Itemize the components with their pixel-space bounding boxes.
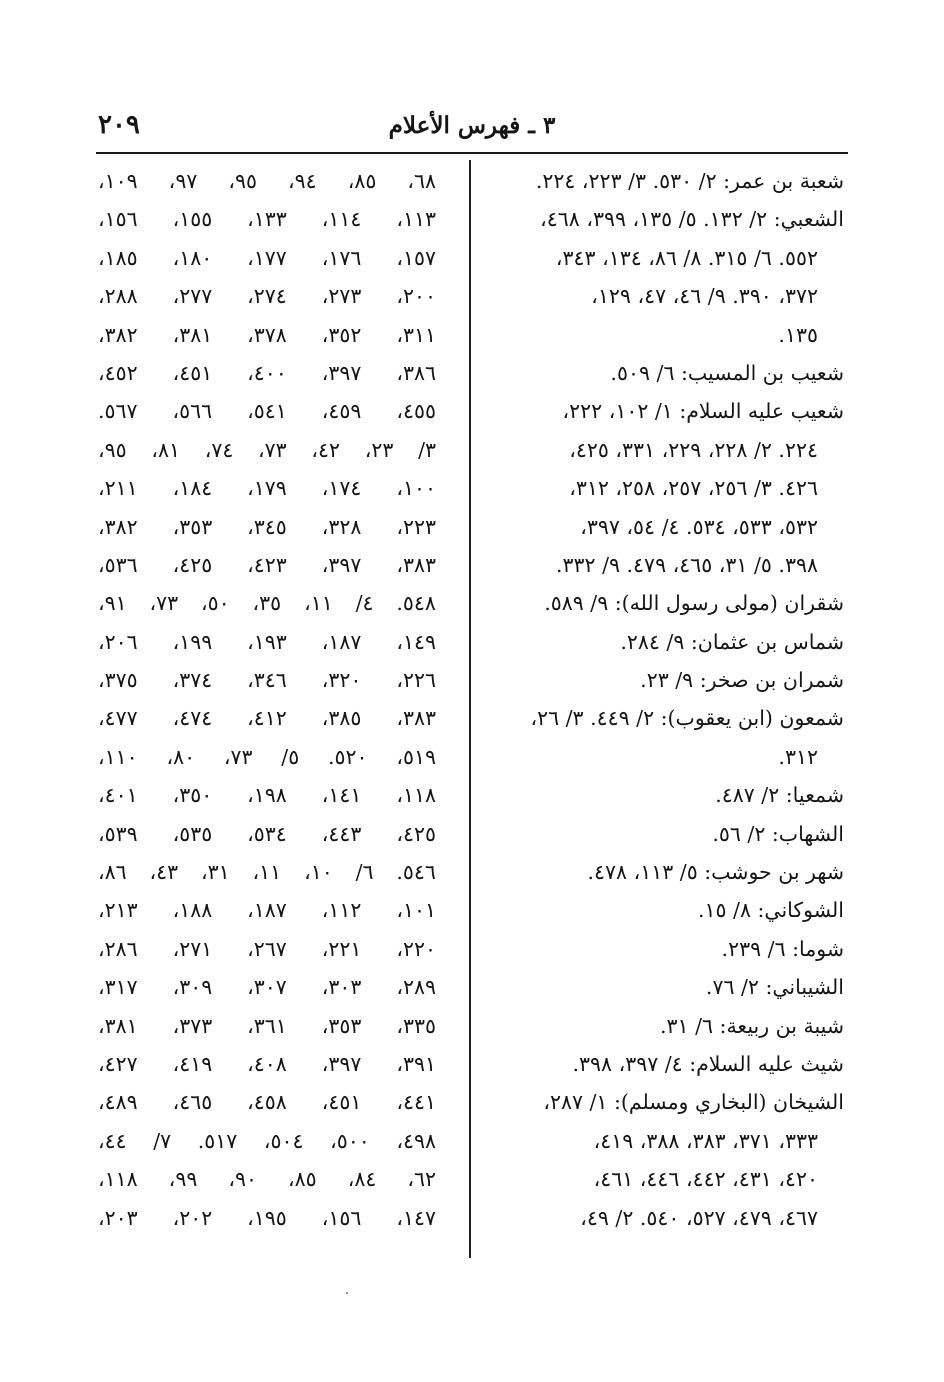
index-continuation-line: ٦٨، ٨٥، ٩٤، ٩٥، ٩٧، ١٠٩، [98, 169, 436, 193]
index-continuation-line: ٢٢٤. ٢/ ٢٢٨، ٢٢٩، ٣٣١، ٤٢٥، [569, 437, 818, 462]
index-entry: شمعون (ابن يعقوب): ٢/ ٤٤٩. ٣/ ٢٦، [530, 706, 844, 731]
index-entry: الشيباني: ٢/ ٧٦. [705, 975, 844, 1000]
index-continuation-line: ٣/ ٢٣، ٤٢، ٧٣، ٧٤، ٨١، ٩٥، [98, 437, 436, 462]
index-continuation-line: ٤٩٨، ٥٠٠، ٥٠٤، ٥١٧. ٧/ ٤٤، [98, 1128, 436, 1153]
index-entry: شقران (مولى رسول الله): ٩/ ٥٨٩. [544, 591, 844, 616]
index-continuation-line: ٣٨٣، ٣٨٥، ٤١٢، ٤٧٤، ٤٧٧، [98, 706, 436, 731]
index-entry: شمعيا: ٢/ ٤٨٧. [715, 783, 844, 808]
index-continuation-line: ٤٢٥، ٤٤٣، ٥٣٤، ٥٣٥، ٥٣٩، [98, 821, 436, 846]
index-column-left [98, 162, 436, 1237]
index-continuation-line: ٣٩٨. ٥/ ٣١، ٤٦٥، ٤٧٩. ٩/ ٣٣٢. [555, 552, 818, 577]
index-continuation-line: ٤٢٠، ٤٣١، ٤٤٢، ٤٤٦، ٤٦١، [593, 1167, 818, 1192]
index-continuation-line: ٢٠٠، ٢٧٣، ٢٧٤، ٢٧٧، ٢٨٨، [98, 284, 436, 309]
index-continuation-line: ٣٨٦، ٣٩٧، ٤٠٠، ٤٥١، ٤٥٢، [98, 360, 436, 385]
index-continuation-line: ٥٥٢. ٦/ ٣١٥. ٨/ ٨٦، ١٣٤، ٣٤٣، [555, 245, 818, 270]
index-continuation-line: ١١٣، ١١٤، ١٣٣، ١٥٥، ١٥٦، [98, 207, 436, 232]
index-entry: شيبة بن ربيعة: ٦/ ٣١. [660, 1013, 844, 1038]
index-continuation-line: ٥٤٦. ٦/ ١٠، ١١، ٣١، ٤٣، ٨٦، [98, 860, 436, 885]
index-entry: شماس بن عثمان: ٩/ ٢٨٤. [620, 629, 844, 654]
index-continuation-line: ٦٢، ٨٤، ٨٥، ٩٠، ٩٩، ١١٨، [98, 1167, 436, 1192]
index-continuation-line: ١٣٥. [778, 322, 818, 347]
index-continuation-line: ٣١١، ٣٥٢، ٣٧٨، ٣٨١، ٣٨٢، [98, 322, 436, 347]
index-continuation-line: ١٤٧، ١٥٦، ١٩٥، ٢٠٢، ٢٠٣، [98, 1205, 436, 1230]
index-entry: الشوكاني: ٨/ ١٥. [697, 898, 844, 923]
index-continuation-line: ٣٧٢، ٣٩٠. ٩/ ٤٦، ٤٧، ١٢٩، [591, 284, 818, 309]
index-continuation-line: ٣١٢. [778, 744, 818, 769]
index-entry: شهر بن حوشب: ٥/ ١١٣، ٤٧٨. [587, 860, 844, 885]
index-continuation-line: ٢٨٩، ٣٠٣، ٣٠٧، ٣٠٩، ٣١٧، [98, 975, 436, 1000]
index-continuation-line: ٣٩١، ٣٩٧، ٤٠٨، ٤١٩، ٤٢٧، [98, 1051, 436, 1076]
index-continuation-line: ٣٣٥، ٣٥٣، ٣٦١، ٣٧٣، ٣٨١، [98, 1013, 436, 1038]
index-continuation-line: ٢٢٦، ٣٢٠، ٣٤٦، ٣٧٤، ٣٧٥، [98, 668, 436, 693]
index-continuation-line: ٣٨٣، ٣٩٧، ٤٢٣، ٤٢٥، ٥٣٦، [98, 552, 436, 577]
index-entry: شعيب عليه السلام: ١/ ١٠٢، ٢٢٢، [562, 399, 844, 424]
header-rule [96, 152, 848, 154]
index-continuation-line: ٢٢٣، ٣٢٨، ٣٤٥، ٣٥٣، ٣٨٢، [98, 514, 436, 539]
column-divider [469, 160, 471, 1258]
index-entry: شوما: ٦/ ٢٣٩. [721, 936, 844, 961]
index-entry: شيث عليه السلام: ٤/ ٣٩٧، ٣٩٨. [572, 1051, 844, 1076]
index-entry: الشعبي: ٢/ ١٣٢. ٥/ ١٣٥، ٣٩٩، ٤٦٨، [540, 207, 844, 232]
page-number: ٢٠٩ [98, 110, 140, 140]
index-continuation-line: ١٠٠، ١٧٤، ١٧٩، ١٨٤، ٢١١، [98, 476, 436, 501]
index-continuation-line: ٢٢٠، ٢٢١، ٢٦٧، ٢٧١، ٢٨٦، [98, 936, 436, 961]
section-title: ٣ ـ فهرس الأعلام [388, 112, 556, 139]
index-entry: شعيب بن المسيب: ٦/ ٥٠٩. [610, 360, 844, 385]
index-continuation-line: ١٠١، ١١٢، ١٨٧، ١٨٨، ٢١٣، [98, 898, 436, 923]
index-continuation-line: ٤٤١، ٤٥١، ٤٥٨، ٤٦٥، ٤٨٩، [98, 1090, 436, 1115]
index-entry: شعبة بن عمر: ٢/ ٥٣٠. ٣/ ٢٢٣، ٢٢٤. [535, 169, 844, 193]
index-continuation-line: ٤٥٥، ٤٥٩، ٥٤١، ٥٦٦، ٥٦٧. [98, 399, 436, 424]
index-continuation-line: ١٥٧، ١٧٦، ١٧٧، ١٨٠، ١٨٥، [98, 245, 436, 270]
print-speck [346, 1292, 348, 1294]
running-header [96, 110, 848, 150]
index-continuation-line: ١٤٩، ١٨٧، ١٩٣، ١٩٩، ٢٠٦، [98, 629, 436, 654]
index-continuation-line: ٤٦٧، ٤٧٩، ٥٢٧، ٥٤٠. ٢/ ٤٩، [580, 1205, 818, 1230]
index-continuation-line: ٤٢٦. ٣/ ٢٥٦، ٢٥٧، ٢٥٨، ٣١٢، [569, 476, 818, 501]
index-entry: شمران بن صخر: ٩/ ٢٣. [640, 668, 844, 693]
index-continuation-line: ٥٣٢، ٥٣٣، ٥٣٤. ٤/ ٥٤، ٣٩٧، [580, 514, 818, 539]
index-continuation-line: ٥١٩، ٥٢٠. ٥/ ٧٣، ٨٠، ١١٠، [98, 744, 436, 769]
index-entry: الشيخان (البخاري ومسلم): ١/ ٢٨٧، [543, 1090, 844, 1115]
index-column-right [482, 162, 844, 1237]
index-continuation-line: ١١٨، ١٤١، ١٩٨، ٣٥٠، ٤٠١، [98, 783, 436, 808]
index-entry: الشهاب: ٢/ ٥٦. [712, 821, 844, 846]
index-continuation-line: ٥٤٨. ٤/ ١١، ٣٥، ٥٠، ٧٣، ٩١، [98, 591, 436, 616]
index-continuation-line: ٣٣٣، ٣٧١، ٣٨٣، ٣٨٨، ٤١٩، [593, 1128, 818, 1153]
